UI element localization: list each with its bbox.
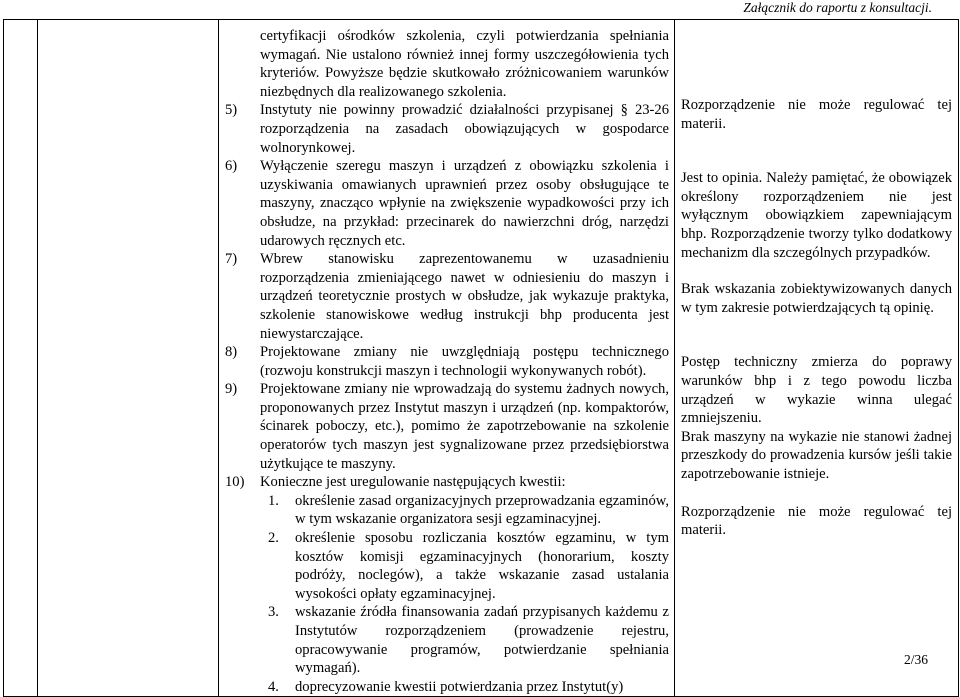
item-number: 9): [225, 381, 238, 398]
item-text: Konieczne jest uregulowanie następujących kwestii:: [260, 474, 566, 491]
sub-item-number: 1.: [268, 492, 279, 509]
item-text: Projektowane zmiany nie uwzględniają postępu technicznego (rozwoju konstrukcji maszyn i technologii wykonywanych robót).: [260, 344, 669, 379]
response-text: Brak wskazania zobiektywizowanych danych w tym zakresie potwierdzających tą opinię.: [681, 281, 952, 316]
item-number: 10): [225, 474, 245, 491]
sub-item-text: doprecyzowanie kwestii potwierdzania przez Instytut(y): [295, 678, 624, 695]
item-text: Wbrew stanowisku zaprezentowanemu w uzasadnieniu rozporządzenia zmieniającego nawet w odniesieniu do maszyn i urządzeń teoretycznie prostych w obsłudze, jak wykazuje praktyka, szkolenie stanowiskowe według instrukcji bhp producenta jest niewystarczające.: [260, 251, 669, 342]
item-text: Instytuty nie powinny prowadzić działalności przypisanej § 23-26 rozporządzenia na zasadach obowiązujących w gospodarce wolnorynkowej.: [260, 102, 669, 156]
list-item: [225, 101, 669, 157]
sub-item-number: 2.: [268, 530, 279, 547]
response-text: Rozporządzenie nie może regulować tej materii.: [681, 97, 952, 132]
item-number: 6): [225, 158, 238, 175]
table-row: [4, 20, 959, 697]
sub-list: [260, 492, 669, 697]
list-item: [225, 250, 669, 343]
response-text: Postęp techniczny zmierza do poprawy warunków bhp i z tego powodu liczba urządzeń w wykazie winna ulegać zmniejszeniu.: [681, 354, 952, 427]
item-text: Wyłączenie szeregu maszyn i urządzeń z obowiązku szkolenia i uzyskiwania omawianych uprawnień przez osoby obsługujące te maszyny, znacząco wpłynie na zwiększenie wypadkowości przy ich obsłudze, na przykład: przecinarek do nawierzchni dróg, narzędzi udarowych ręcznych etc.: [260, 158, 669, 249]
item-text: Projektowane zmiany nie wprowadzają do systemu żadnych nowych, proponowanych przez Instytut maszyn i urządzeń (np. kompaktorów, ścinarek poboczy, etc.), pomimo że zapotrzebowanie na szkolenie operatorów tych maszyn jest sygnalizowane przez przedsiębiorstwa użytkujące te maszyny.: [260, 381, 669, 472]
sub-list-item: [260, 678, 669, 697]
remarks-list: [225, 101, 669, 696]
sub-item-text: wskazanie źródła finansowania zadań przypisanych każdemu z Instytutów rozporządzeniem (prowadzenie rejestru, opracowywanie programów, potwierdzanie spełniania wymagań).: [295, 604, 669, 677]
sub-item-number: 4.: [268, 678, 279, 695]
lp-cell: [4, 20, 38, 697]
list-item: [225, 473, 669, 696]
item-number: 8): [225, 344, 238, 361]
sub-item-text: określenie zasad organizacyjnych przeprowadzania egzaminów, w tym wskazanie organizatora sesji egzaminacyjnej.: [295, 492, 669, 528]
source-cell: [38, 20, 219, 697]
item-number: 7): [225, 251, 238, 268]
sub-item-text: określenie sposobu rozliczania kosztów egzaminu, w tym kosztów komisji egzaminacyjnych (honorarium, koszty podróży, noclegów), a także wskazanie zasad ustalania wysokości opłaty egzaminacyjnej.: [295, 530, 669, 602]
sub-list-item: [260, 529, 669, 603]
item-number: 5): [225, 102, 238, 119]
list-item: [225, 343, 669, 380]
sub-item-number: 3.: [268, 604, 279, 621]
sub-list-item: [260, 492, 669, 529]
list-item: [225, 157, 669, 250]
page-number: 2/36: [903, 652, 928, 667]
response-text: Brak maszyny na wykazie nie stanowi żadnej przeszkody do prowadzenia kursów jeśli takie zapotrzebowanie istnieje.: [681, 428, 952, 482]
consultation-table: [3, 19, 959, 697]
response-cell: [675, 20, 959, 697]
response-text: Jest to opinia. Należy pamiętać, że obowiązek określony rozporządzeniem nie jest wyłącznym obowiązkiem zapewniającym bhp. Rozporządzenie tworzy tylko dodatkowy mechanizm dla szczególnych przypadków.: [681, 170, 952, 261]
list-item: [225, 380, 669, 473]
remarks-cell: [219, 20, 675, 697]
continuation-text: certyfikacji ośrodków szkolenia, czyli potwierdzania spełniania wymagań. Nie ustalono również innej formy uszczegółowienia tych kryteriów. Powyższe będzie skutkowało zróżnicowaniem warunków niezbędnych dla realizowanego szkolenia.: [260, 28, 669, 100]
response-text: Rozporządzenie nie może regulować tej materii.: [681, 503, 952, 539]
header-note: Załącznik do raportu z konsultacji.: [743, 0, 932, 15]
